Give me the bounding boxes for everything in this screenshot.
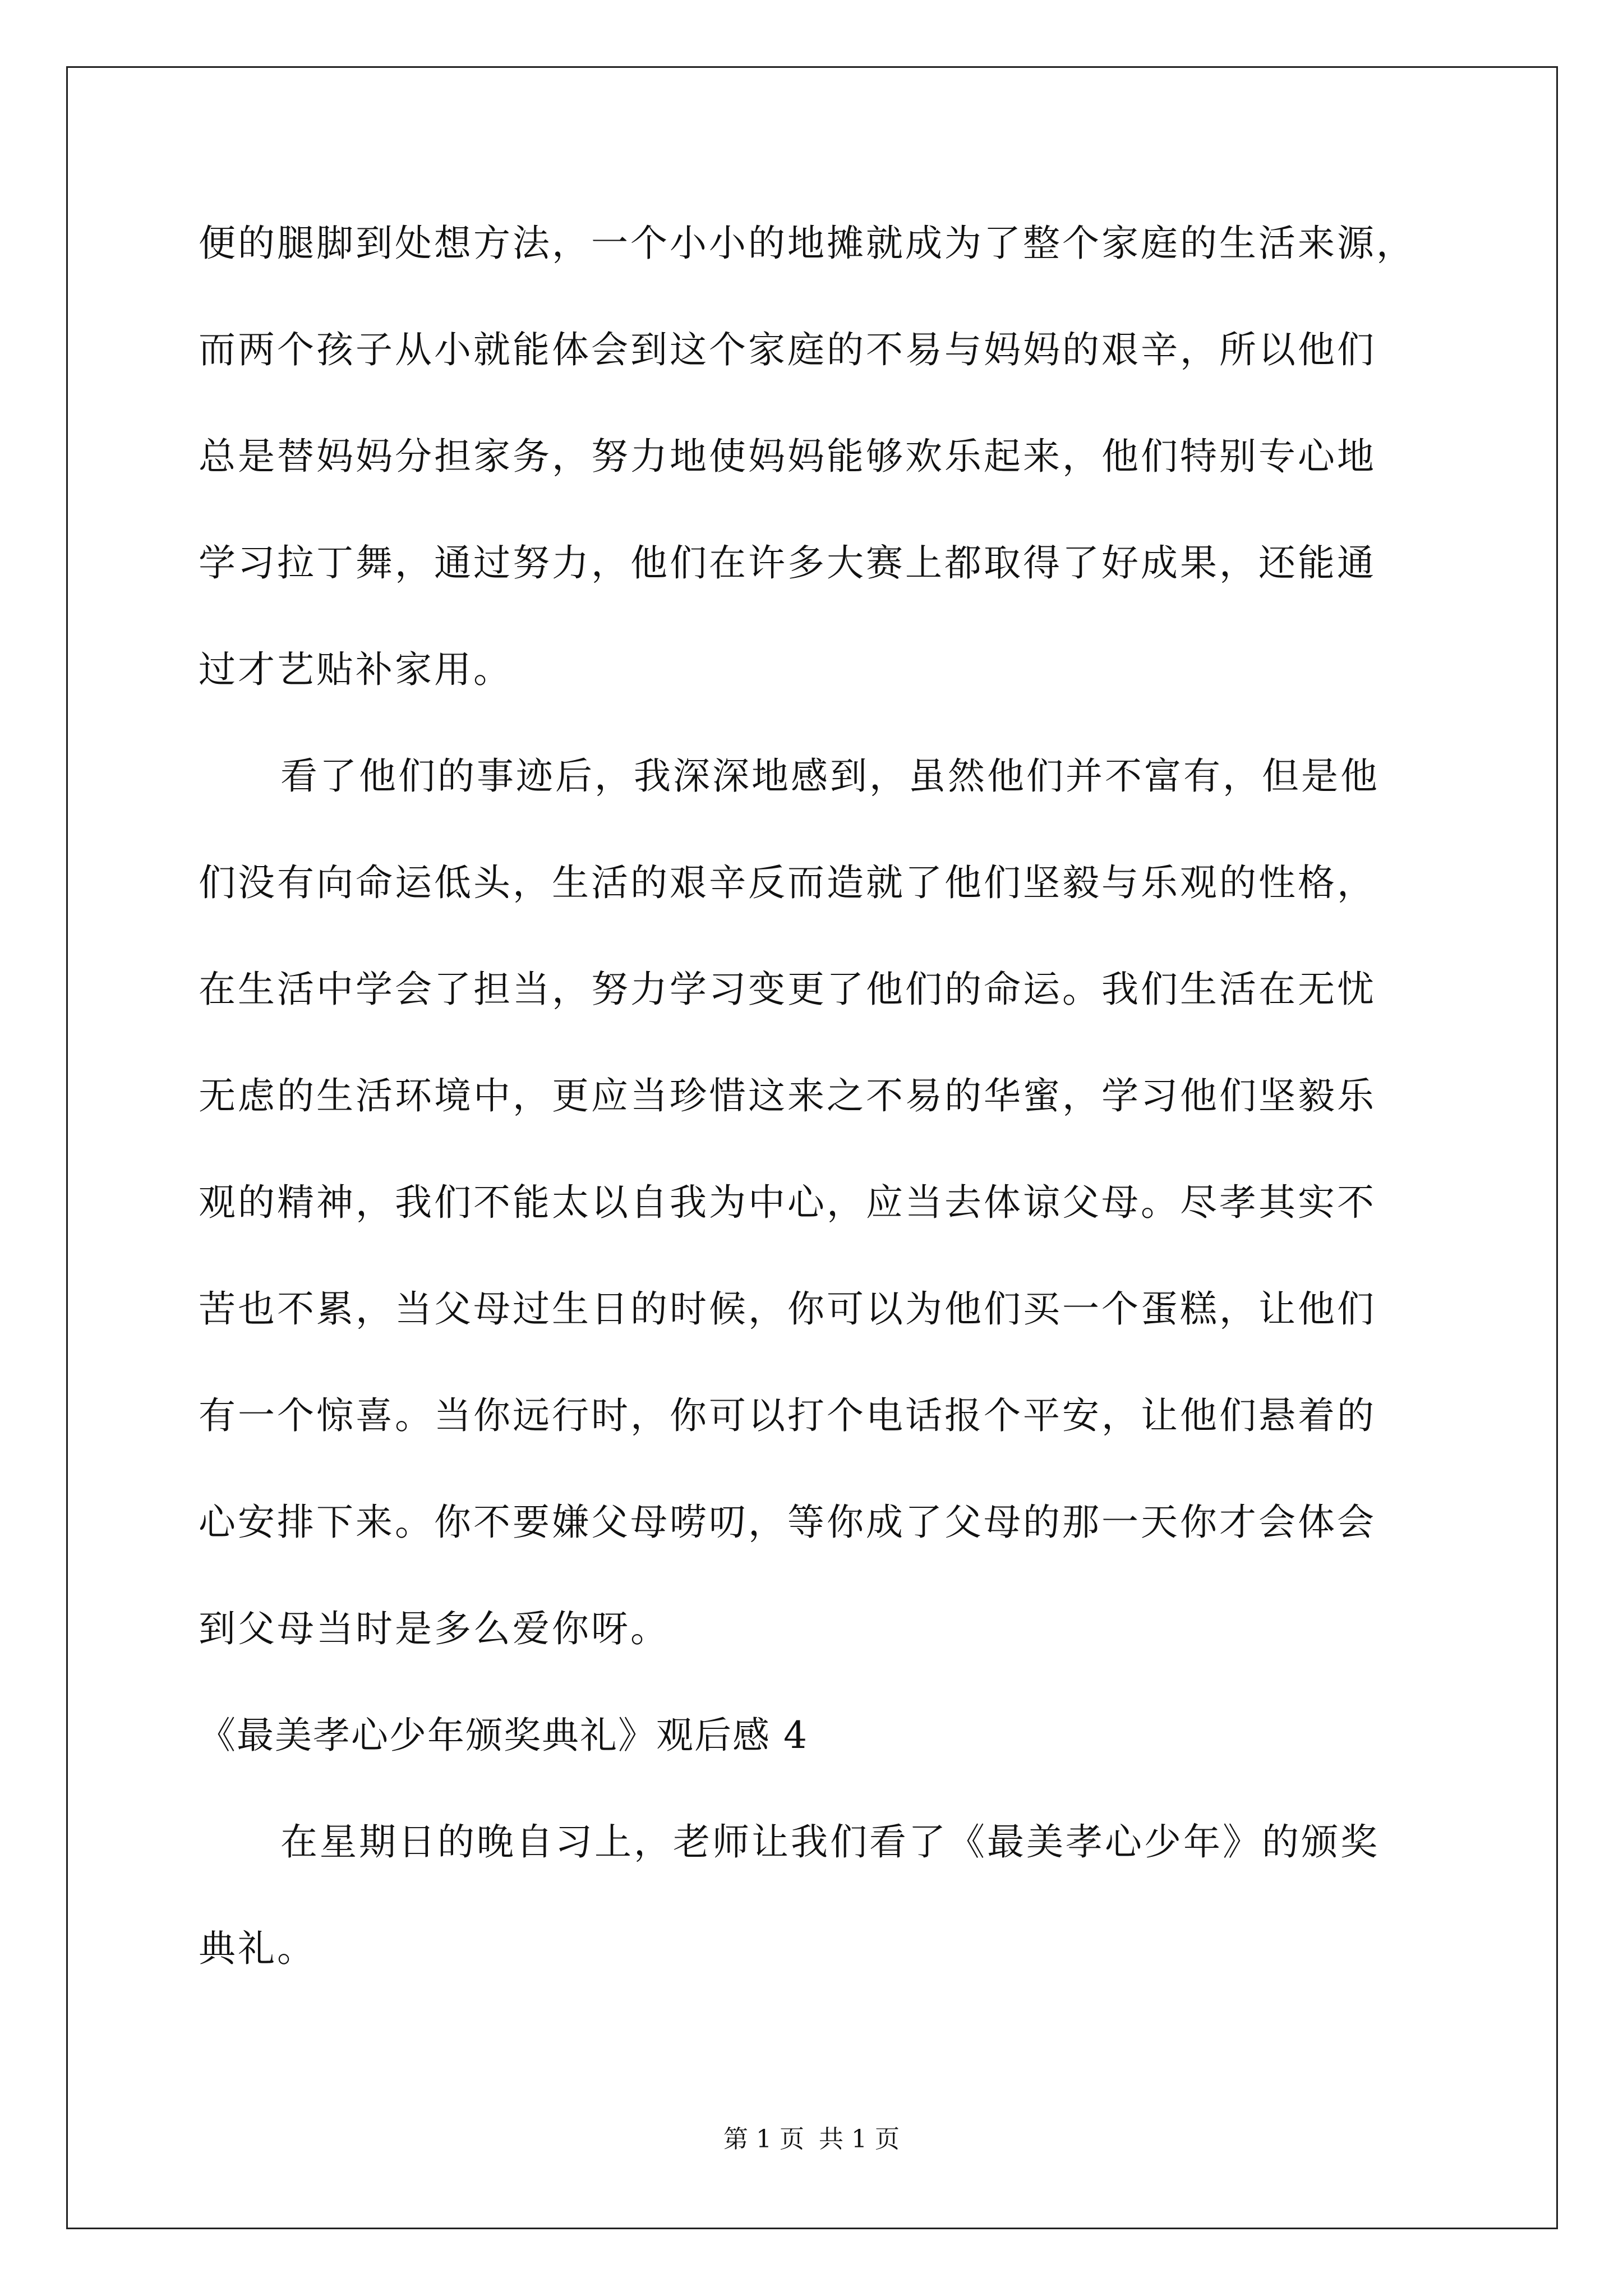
body-text-line: 便的腿脚到处想方法，一个小小的地摊就成为了整个家庭的生活来源， — [199, 222, 1415, 265]
page-border — [66, 66, 1558, 2229]
body-text-line: 在生活中学会了担当，努力学习变更了他们的命运。我们生活在无忧 — [199, 968, 1376, 1011]
body-text-line: 苦也不累，当父母过生日的时候，你可以为他们买一个蛋糕，让他们 — [199, 1287, 1376, 1331]
paragraph-first-line: 看了他们的事迹后，我深深地感到，虽然他们并不富有，但是他 — [280, 754, 1380, 798]
body-text-line: 过才艺贴补家用。 — [199, 648, 513, 691]
body-text-line: 而两个孩子从小就能体会到这个家庭的不易与妈妈的艰辛，所以他们 — [199, 328, 1376, 371]
body-text-line: 无虑的生活环境中，更应当珍惜这来之不易的华蜜，学习他们坚毅乐 — [199, 1074, 1376, 1117]
body-text-line: 心安排下来。你不要嫌父母唠叨，等你成了父母的那一天你才会体会 — [199, 1501, 1376, 1544]
body-text-line: 学习拉丁舞，通过努力，他们在许多大赛上都取得了好成果，还能通 — [199, 541, 1376, 585]
paragraph-first-line: 在星期日的晚自习上，老师让我们看了《最美孝心少年》的颁奖 — [280, 1820, 1380, 1864]
body-text-line: 典礼。 — [199, 1927, 316, 1970]
body-text-line: 有一个惊喜。当你远行时，你可以打个电话报个平安，让他们悬着的 — [199, 1394, 1376, 1437]
body-text-line: 总是替妈妈分担家务，努力地使妈妈能够欢乐起来，他们特别专心地 — [199, 435, 1376, 478]
body-text-line: 观的精神，我们不能太以自我为中心，应当去体谅父母。尽孝其实不 — [199, 1181, 1376, 1224]
body-text-line: 到父母当时是多么爱你呀。 — [199, 1607, 670, 1650]
page-total: 共 1 页 — [819, 2125, 900, 2154]
section-heading: 《最美孝心少年颁奖典礼》观后感 4 — [199, 1714, 808, 1757]
body-text-line: 们没有向命运低头，生活的艰辛反而造就了他们坚毅与乐观的性格， — [199, 861, 1376, 904]
page-number: 第 1 页 — [723, 2125, 804, 2154]
page-footer — [0, 2124, 1623, 2155]
